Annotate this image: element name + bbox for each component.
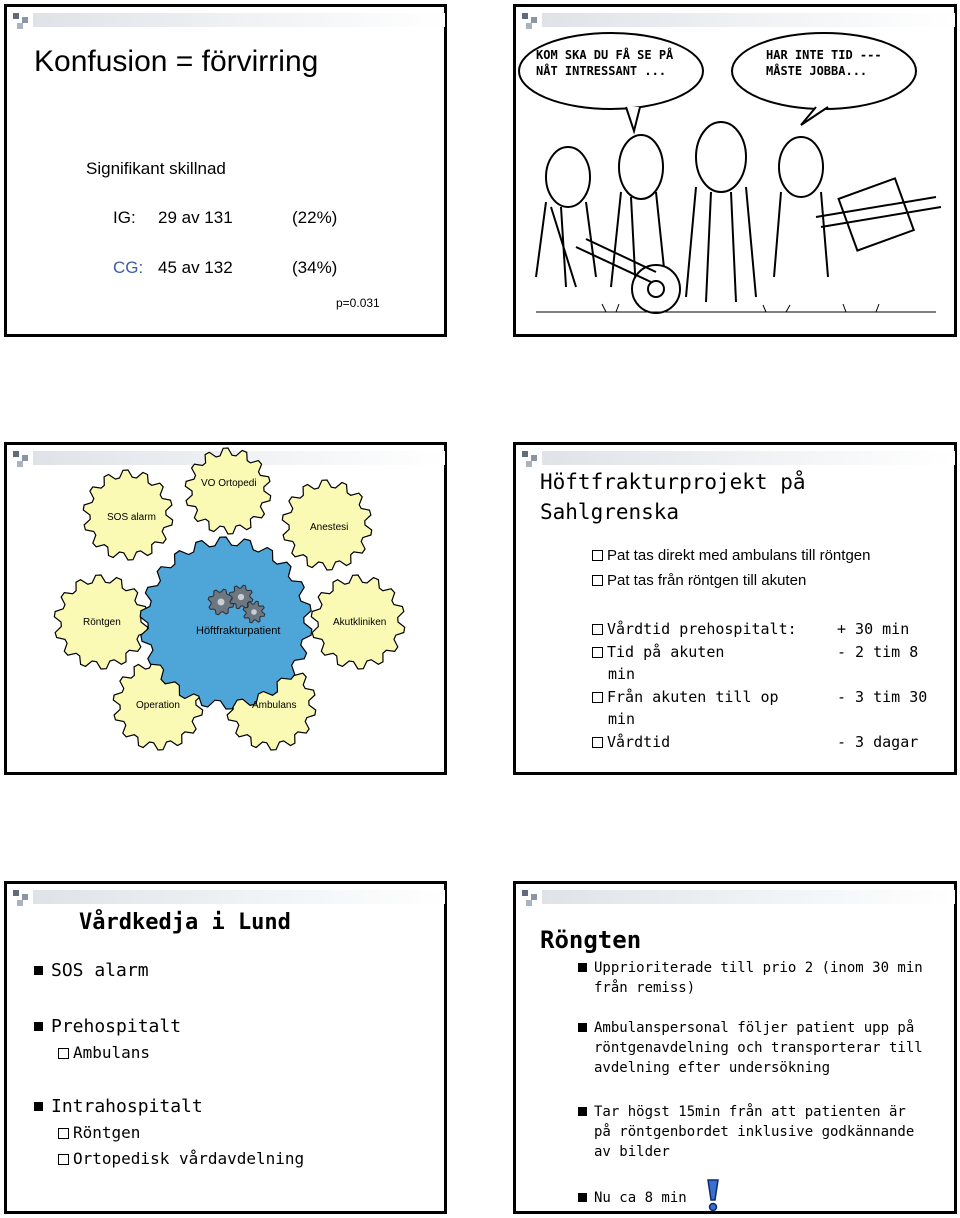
list-item: Prehospitalt: [34, 1014, 304, 1040]
sub-item: Ortopedisk vårdavdelning: [34, 1146, 304, 1172]
exclamation-icon: [704, 1178, 722, 1212]
result-row-ig: [113, 208, 413, 232]
percent: (22%): [292, 208, 338, 227]
list-item: Pat tas direkt med ambulans till röntgen: [592, 543, 870, 568]
count: 45 av 132: [158, 258, 233, 277]
slide-title: Konfusion = förvirring: [34, 45, 319, 78]
hollow-square-icon: [592, 737, 603, 748]
square-bullet-icon: [34, 1022, 43, 1031]
gear-vo-ortopedi: [185, 448, 270, 534]
slide-logo-icon: [13, 890, 33, 910]
list-item: Nu ca 8 min: [578, 1188, 928, 1208]
square-bullet-icon: [578, 1023, 587, 1032]
square-bullet-icon: [578, 1107, 587, 1116]
list-item: Intrahospitalt: [34, 1094, 304, 1120]
hollow-square-icon: [58, 1048, 69, 1059]
header-bar: [542, 451, 955, 465]
sub-item: Röntgen: [34, 1120, 304, 1146]
hollow-square-icon: [58, 1154, 69, 1165]
time-row: Från akuten till op - 3 tim 30 min: [592, 686, 932, 731]
p-value: p=0.031: [336, 296, 380, 310]
sub-item: Ambulans: [34, 1040, 304, 1066]
square-bullet-icon: [34, 1102, 43, 1111]
time-row: Vårdtid prehospitalt: + 30 min: [592, 618, 932, 641]
gear-label-sos-alarm: SOS alarm: [107, 512, 156, 523]
hollow-square-icon: [592, 624, 603, 635]
subtitle: Signifikant skillnad: [86, 159, 226, 178]
list-item: SOS alarm: [34, 958, 304, 984]
group-label: IG:: [113, 208, 136, 227]
slide-title: Röngten: [540, 926, 642, 954]
slide-title: Vårdkedja i Lund: [79, 910, 291, 935]
cog-hub: [251, 609, 257, 615]
hollow-square-icon: [58, 1128, 69, 1139]
square-bullet-icon: [34, 966, 43, 975]
slide-konfusion: [4, 4, 447, 337]
slide-logo-icon: [522, 890, 542, 910]
cog-hub: [238, 594, 244, 600]
slide-sahlgrenska: [513, 442, 957, 775]
list-item: Tar högst 15min från att patienten är på röntgenbordet inklusive godkännande av bilder: [578, 1102, 928, 1188]
square-bullet-icon: [578, 1193, 587, 1202]
list-item: Upprioriterade till prio 2 (inom 30 min från remiss): [578, 958, 928, 1018]
gear-label-operation: Operation: [136, 700, 180, 711]
speech-bubble-right: HAR INTE TID --- MÅSTE JOBBA...: [766, 48, 882, 78]
square-bullet-icon: [578, 963, 587, 972]
gear-label-anestesi: Anestesi: [310, 522, 349, 533]
time-list: [592, 618, 932, 754]
header-bar: [542, 890, 955, 904]
time-row: Tid på akuten - 2 tim 8 min: [592, 641, 932, 686]
gear-label-vo-ortopedi: VO Ortopedi: [201, 478, 257, 489]
header-bar: [33, 13, 445, 27]
list-item: Ambulanspersonal följer patient upp på röntgenavdelning och transporterar till avdelning efter undersökning: [578, 1018, 928, 1102]
gear-label-rontgen: Röntgen: [83, 617, 121, 628]
gear-label-akutkliniken: Akutkliniken: [333, 617, 387, 628]
slide-title: Höftfrakturprojekt på Sahlgrenska: [540, 470, 806, 524]
speech-bubble-left: KOM SKA DU FÅ SE PÅ NÅT INTRESSANT ...: [536, 48, 674, 78]
header-bar: [33, 890, 445, 904]
slide-gears: [4, 442, 447, 775]
bullet-list: [578, 958, 928, 1208]
hollow-square-icon: [592, 550, 603, 561]
bullet-list-top: [592, 543, 870, 593]
slide-vardkedja: [4, 881, 447, 1214]
bullet-list: [34, 958, 304, 1172]
gear-label-ambulans: Ambulans: [252, 700, 297, 711]
hollow-square-icon: [592, 575, 603, 586]
gear-diagram: [7, 445, 444, 772]
group-label: CG:: [113, 258, 144, 277]
slide-rontgen: [513, 881, 957, 1214]
hollow-square-icon: [592, 692, 603, 703]
percent: (34%): [292, 258, 338, 277]
list-item: Pat tas från röntgen till akuten: [592, 568, 870, 593]
cog-hub: [218, 599, 225, 606]
count: 29 av 131: [158, 208, 233, 227]
result-row-cg: [113, 258, 413, 282]
slide-logo-icon: [522, 451, 542, 471]
header-bar: [542, 13, 955, 27]
slide-logo-icon: [13, 13, 33, 33]
slide-cartoon: [513, 4, 957, 337]
hollow-square-icon: [592, 647, 603, 658]
time-row: Vårdtid - 3 dagar: [592, 731, 932, 754]
gear-label-center: Höftfrakturpatient: [196, 625, 281, 637]
